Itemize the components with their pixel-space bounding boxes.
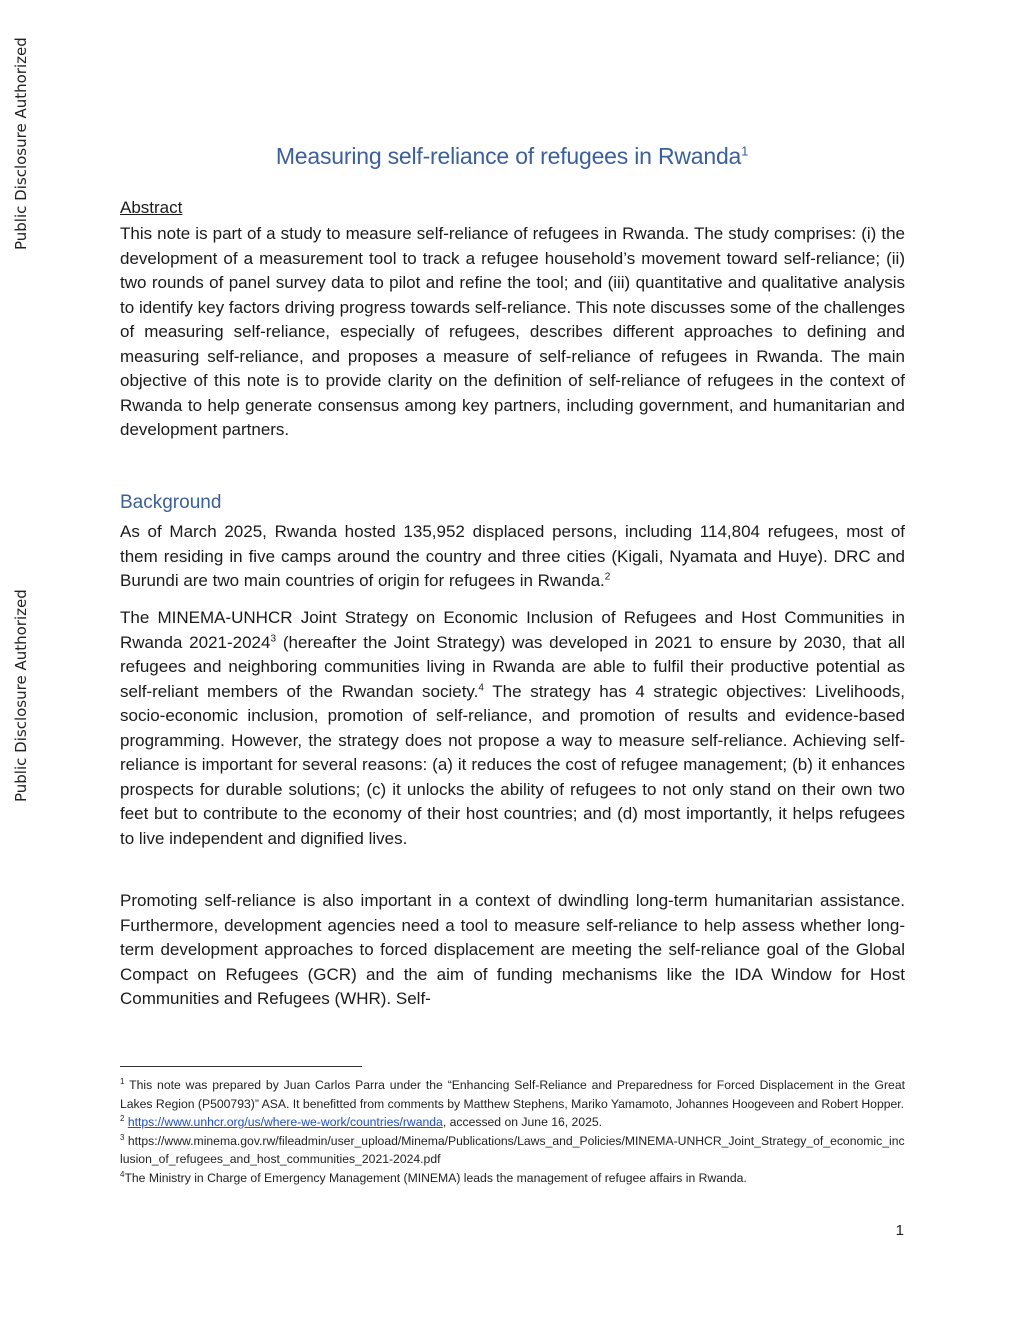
document-title [0,143,1024,170]
footnote-3 [120,1132,905,1169]
page-number: 1 [895,1222,904,1239]
footnote-text: This note was prepared by Juan Carlos Parra under the “Enhancing Self-Reliance and Preparedness for Forced Displacement in the Great Lakes Region (P500793)” ASA. It benefitted from comments by Matthew Stephens, Mariko Yamamoto, Johannes Hoogeveen and Robert Hopper. [120,1078,905,1111]
abstract-heading: Abstract [120,198,183,217]
footnote-divider [120,1066,362,1067]
footnote-1 [120,1076,905,1113]
footnote-text: https://www.minema.gov.rw/fileadmin/user_upload/Minema/Publications/Laws_and_Policies/MINEMA-UNHCR_Joint_Strategy_of_economic_inclusion_of_refugees_and_host_communities_2021-2024.pdf [120,1133,905,1166]
background-paragraph-2 [120,606,905,851]
footnote-text: The Ministry in Charge of Emergency Management (MINEMA) leads the management of refugee affairs in Rwanda. [124,1170,747,1185]
disclosure-stamp-text: Public Disclosure Authorized [12,37,30,250]
footnote-number: 1 [120,1076,125,1086]
footnote-number: 2 [120,1113,125,1123]
paragraph-text: The MINEMA-UNHCR Joint Strategy on Economic Inclusion of Refugees and Host Communities in Rwanda 2021-2024 [120,608,905,652]
footnote-ref[interactable]: 4 [478,681,484,693]
disclosure-stamp-text: Public Disclosure Authorized [12,589,30,802]
paragraph-text: (hereafter the Joint Strategy) was developed in 2021 to ensure by 2030, that all refugees and neighboring communities living in Rwanda are able to fulfil their productive potential as self-reliant members of the Rwandan society. [120,632,905,701]
footnote-ref[interactable]: 2 [604,571,611,583]
footnotes [120,1076,905,1187]
abstract-paragraph: This note is part of a study to measure self-reliance of refugees in Rwanda. The study comprises: (i) the development of a measurement tool to track a refugee household’s movement toward self-reliance; (ii) two rounds of panel survey data to pilot and refine the tool; and (iii) quantitative and qualitative analysis to identify key factors driving progress towards self-reliance. This note discusses some of the challenges of measuring self-reliance, especially of refugees, describes different approaches to defining and measuring self-reliance, and proposes a measure of self-reliance of refugees in Rwanda. The main objective of this note is to provide clarity on the definition of self-reliance of refugees in the context of Rwanda to help generate consensus among key partners, including government, and humanitarian and development partners. [120,224,905,439]
background-paragraph-1 [120,520,905,594]
paragraph-text: The strategy has 4 strategic objectives: Livelihoods, socio-economic inclusion, promotion of self-reliance, and promotion of results and evidence-based programming. However, the strategy does not propose a way to measure self-reliance. Achieving self-reliance is important for several reasons: (a) it reduces the cost of refugee management; (b) it enhances prospects for durable solutions; (c) it unlocks the ability of refugees to not only stand on their own two feet but to contribute to the economy of their host countries; and (d) most importantly, it helps refugees to live independent and dignified lives. [120,681,906,848]
footnote-ref[interactable]: 3 [270,632,277,644]
footnote-link[interactable]: https://www.unhcr.org/us/where-we-work/countries/rwanda [127,1115,443,1129]
background-heading: Background [120,492,222,513]
footnote-text: , accessed on June 16, 2025. [442,1115,603,1129]
background-paragraph-3: Promoting self-reliance is also important in a context of dwindling long-term humanitarian assistance. Furthermore, development agencies need a tool to measure self-reliance to help assess whether long-term development approaches to forced displacement are meeting the self-reliance goal of the Global Compact on Refugees (GCR) and the aim of funding mechanisms like the IDA Window for Host Communities and Refugees (WHR). Self- [120,891,905,1008]
paragraph-text: As of March 2025, Rwanda hosted 135,952 displaced persons, including 114,804 refugees, most of them residing in five camps around the country and three cities (Kigali, Nyamata and Huye). DRC and Burundi are two main countries of origin for refugees in Rwanda. [120,522,905,590]
title-text: Measuring self-reliance of refugees in Rwanda [275,143,742,169]
footnote-number: 4 [120,1169,125,1179]
footnote-number: 3 [120,1132,125,1142]
footnote-ref[interactable]: 1 [741,143,749,159]
footnote-4 [120,1169,905,1188]
footnote-2 [120,1113,905,1132]
